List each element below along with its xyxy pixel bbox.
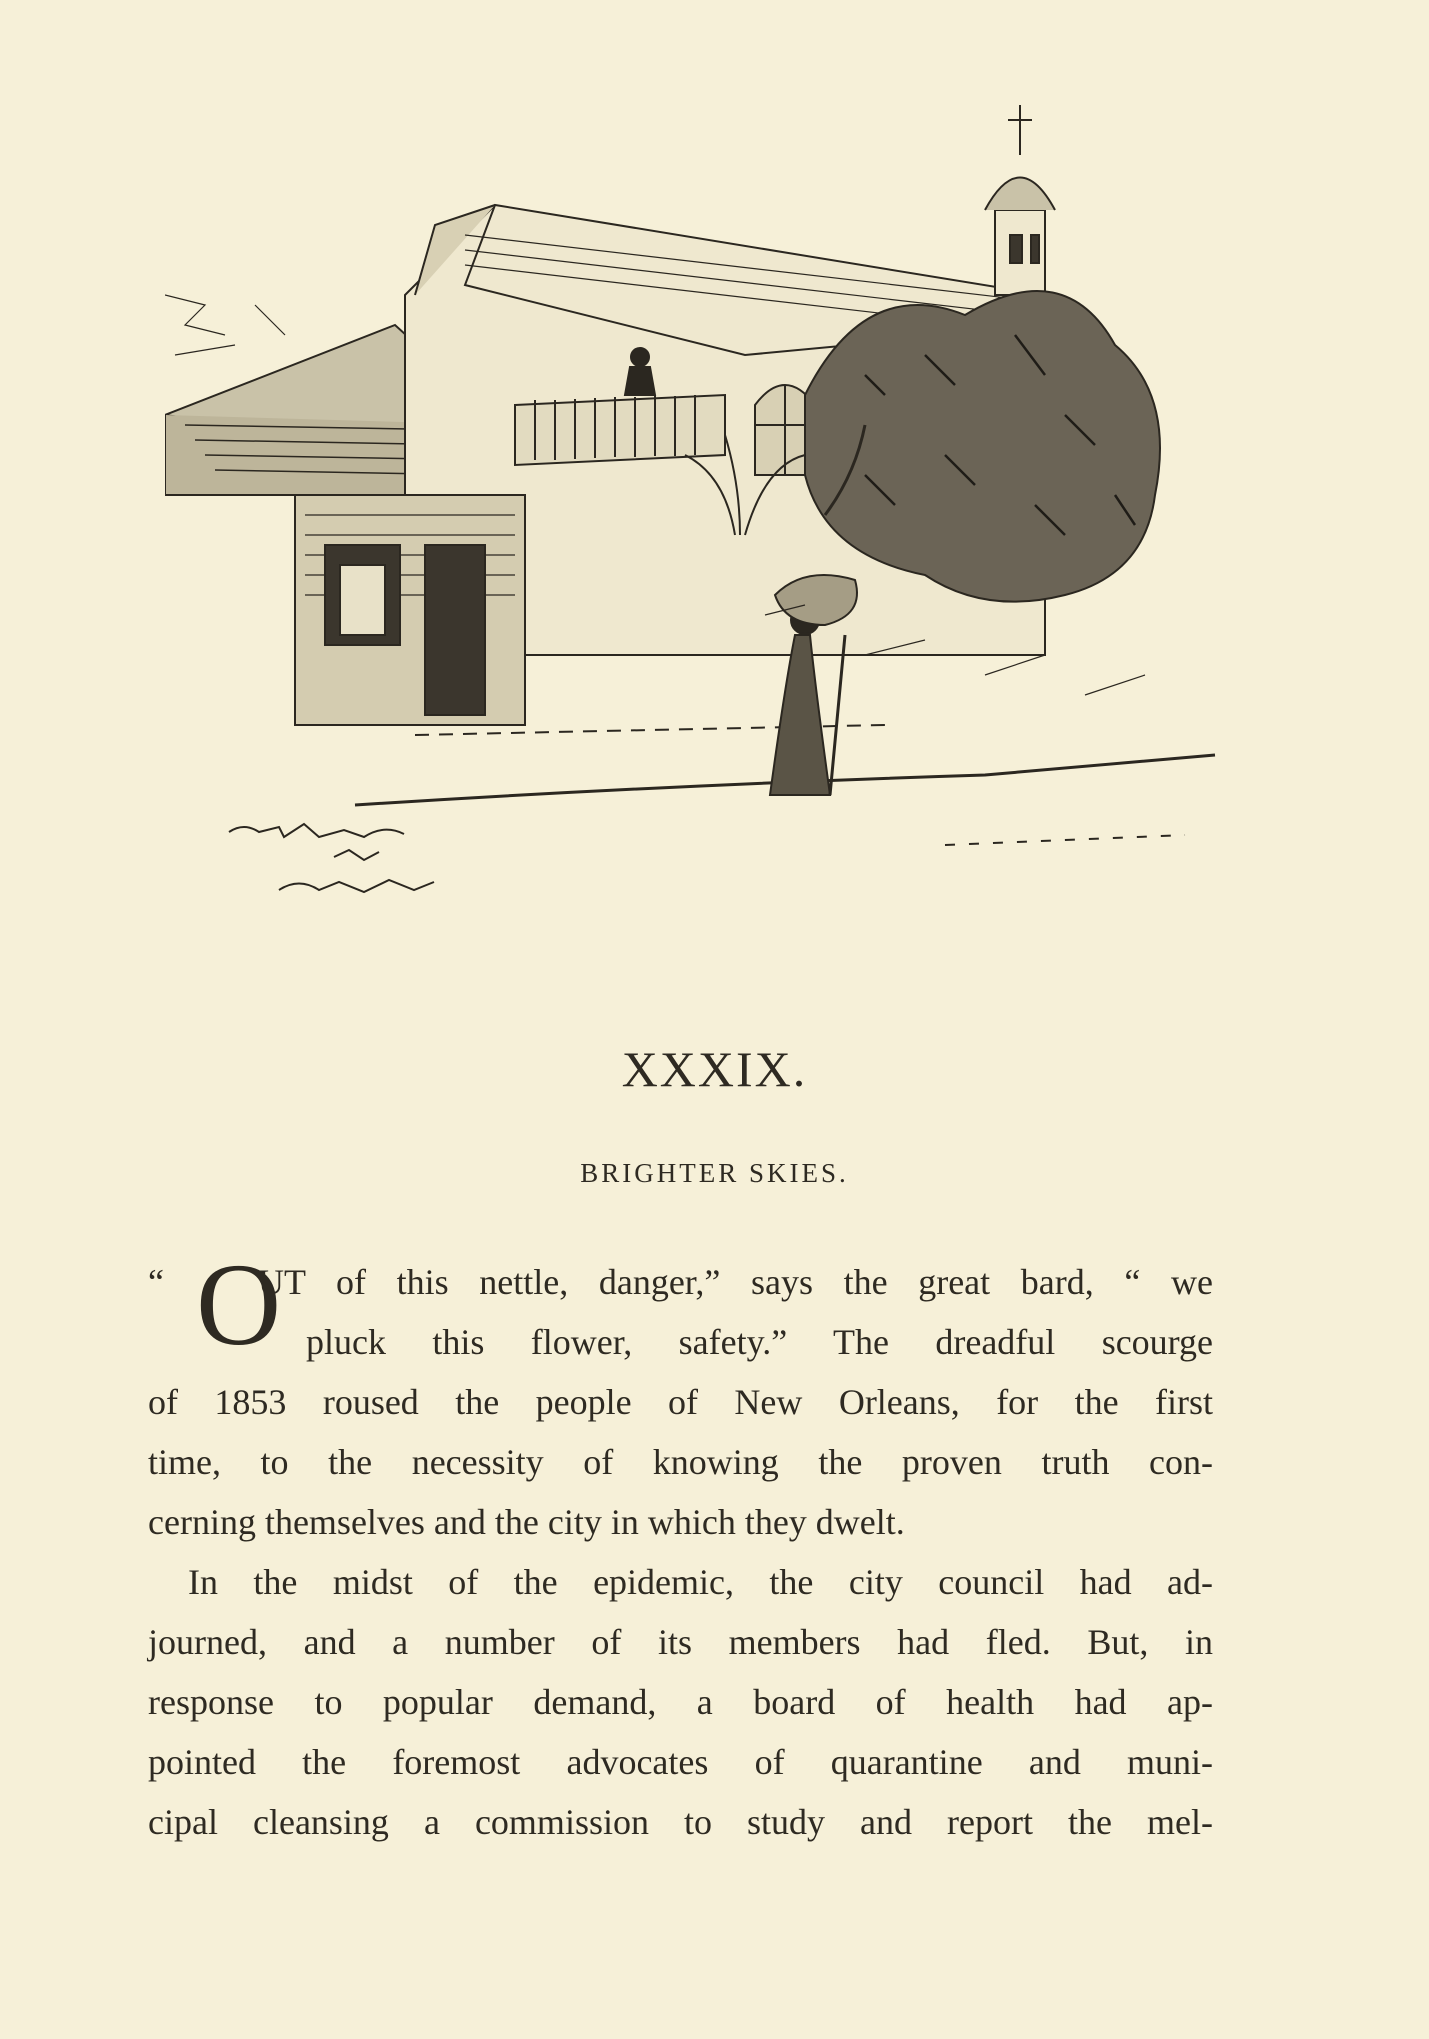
text-line: cerning themselves and the city in which they dwelt. bbox=[148, 1502, 905, 1542]
text-line: response to popular demand, a board of health had ap- bbox=[148, 1682, 1213, 1722]
text-line: of 1853 roused the people of New Orleans, for the first bbox=[148, 1382, 1213, 1422]
text-line: pointed the foremost advocates of quarantine and muni- bbox=[148, 1742, 1213, 1782]
artist-signature bbox=[224, 812, 494, 902]
text-line: In the midst of the epidemic, the city council had ad- bbox=[188, 1562, 1213, 1602]
chapter-title: BRIGHTER SKIES. bbox=[580, 1158, 849, 1188]
text-line: time, to the necessity of knowing the proven truth con- bbox=[148, 1442, 1213, 1482]
text-line: UT of this nettle, danger,” says the great bard, “ we bbox=[258, 1262, 1213, 1302]
text-line: pluck this flower, safety.” The dreadful scourge bbox=[306, 1322, 1213, 1362]
opening-quote: “ bbox=[148, 1262, 164, 1302]
engraving-illustration bbox=[165, 95, 1225, 915]
paragraph-1 bbox=[148, 1239, 1213, 1552]
text-line: cipal cleansing a commission to study and report the mel- bbox=[148, 1802, 1213, 1842]
text-line: journed, and a number of its members had fled. But, in bbox=[148, 1622, 1213, 1662]
paragraph-2 bbox=[148, 1552, 1213, 1852]
drop-cap: O bbox=[196, 1239, 282, 1370]
body-text bbox=[148, 1239, 1213, 1852]
chapter-number: XXXIX. bbox=[621, 1041, 808, 1097]
